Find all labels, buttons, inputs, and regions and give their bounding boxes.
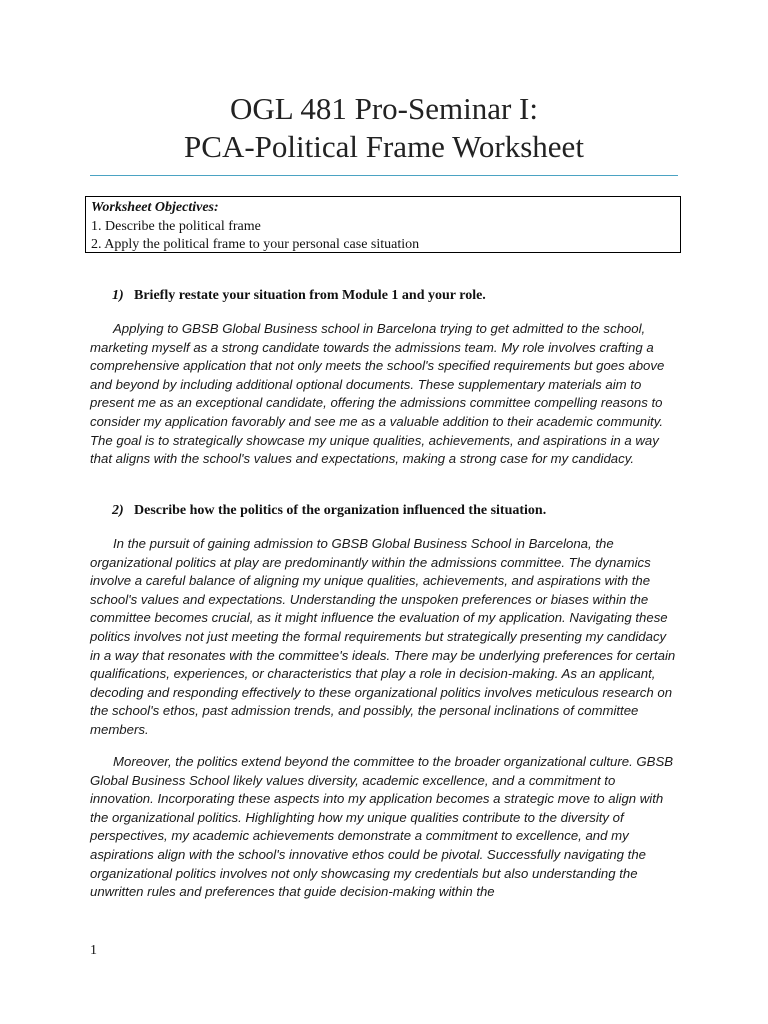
objective-item-1: 1. Describe the political frame (91, 218, 261, 234)
question-1-number: 1) (112, 288, 124, 303)
objectives-heading: Worksheet Objectives: (91, 200, 219, 215)
answer-2-paragraph-1: In the pursuit of gaining admission to GBSB Global Business School in Barcelona, the organizational politics at play are predominantly within the admissions committee. The dynamics involve a careful balance of aligning my unique qualities, achievements, and aspirations with the school's values and expectations. Understanding the unspoken preferences or biases within the committee becomes crucial, as it might influence the evaluation of my application. Navigating these politics involves not just meeting the formal requirements but strategically presenting my candidacy in a way that resonates with the committee's ideals. There may be underlying preferences for certain qualifications, experiences, or characteristics that play a role in decision-making. As an applicant, decoding and responding effectively to these organizational politics involves meticulous research on the school's ethos, past admission trends, and possibly, the personal inclinations of committee members. (90, 536, 676, 737)
question-2-number: 2) (112, 503, 124, 518)
question-2 (112, 503, 546, 519)
objective-item-2: 2. Apply the political frame to your personal case situation (91, 237, 420, 252)
title-line-1: OGL 481 Pro-Seminar I: (230, 91, 538, 126)
answer-1-paragraph-1: Applying to GBSB Global Business school in Barcelona trying to get admitted to the school, marketing myself as a strong candidate towards the admissions team. My role involves crafting a comprehensive application that not only meets the school's specified requirements but goes above and beyond by including additional optional documents. These supplementary materials aim to present me as an exceptional candidate, offering the admissions committee compelling reasons to consider my application favorably and see me as a valuable addition to their academic community. The goal is to strategically showcase my unique qualities, achievements, and aspirations in a way that aligns with the school's values and expectations, making a strong case for my candidacy. (90, 321, 665, 467)
question-2-text: Describe how the politics of the organization influenced the situation. (134, 503, 547, 518)
page-number: 1 (90, 943, 97, 958)
question-1-text: Briefly restate your situation from Module 1 and your role. (134, 288, 486, 303)
question-1 (112, 288, 486, 304)
page-title (90, 90, 678, 166)
answer-2-paragraph-2: Moreover, the politics extend beyond the committee to the broader organizational culture. GBSB Global Business School likely values diversity, academic excellence, and a commitment to innovation. Incorporating these aspects into my application becomes a strategic move to align with the organizational politics. Highlighting how my unique qualities contribute to the diversity of perspectives, my academic achievements demonstrate a commitment to excellence, and my aspirations align with the school's innovative ethos could be pivotal. Successfully navigating the organizational politics involves not only showcasing my credentials but also understanding the unwritten rules and preferences that guide decision-making within the (90, 754, 674, 900)
title-line-2: PCA-Political Frame Worksheet (184, 129, 584, 164)
objectives-box (85, 196, 681, 253)
title-divider (90, 175, 678, 176)
